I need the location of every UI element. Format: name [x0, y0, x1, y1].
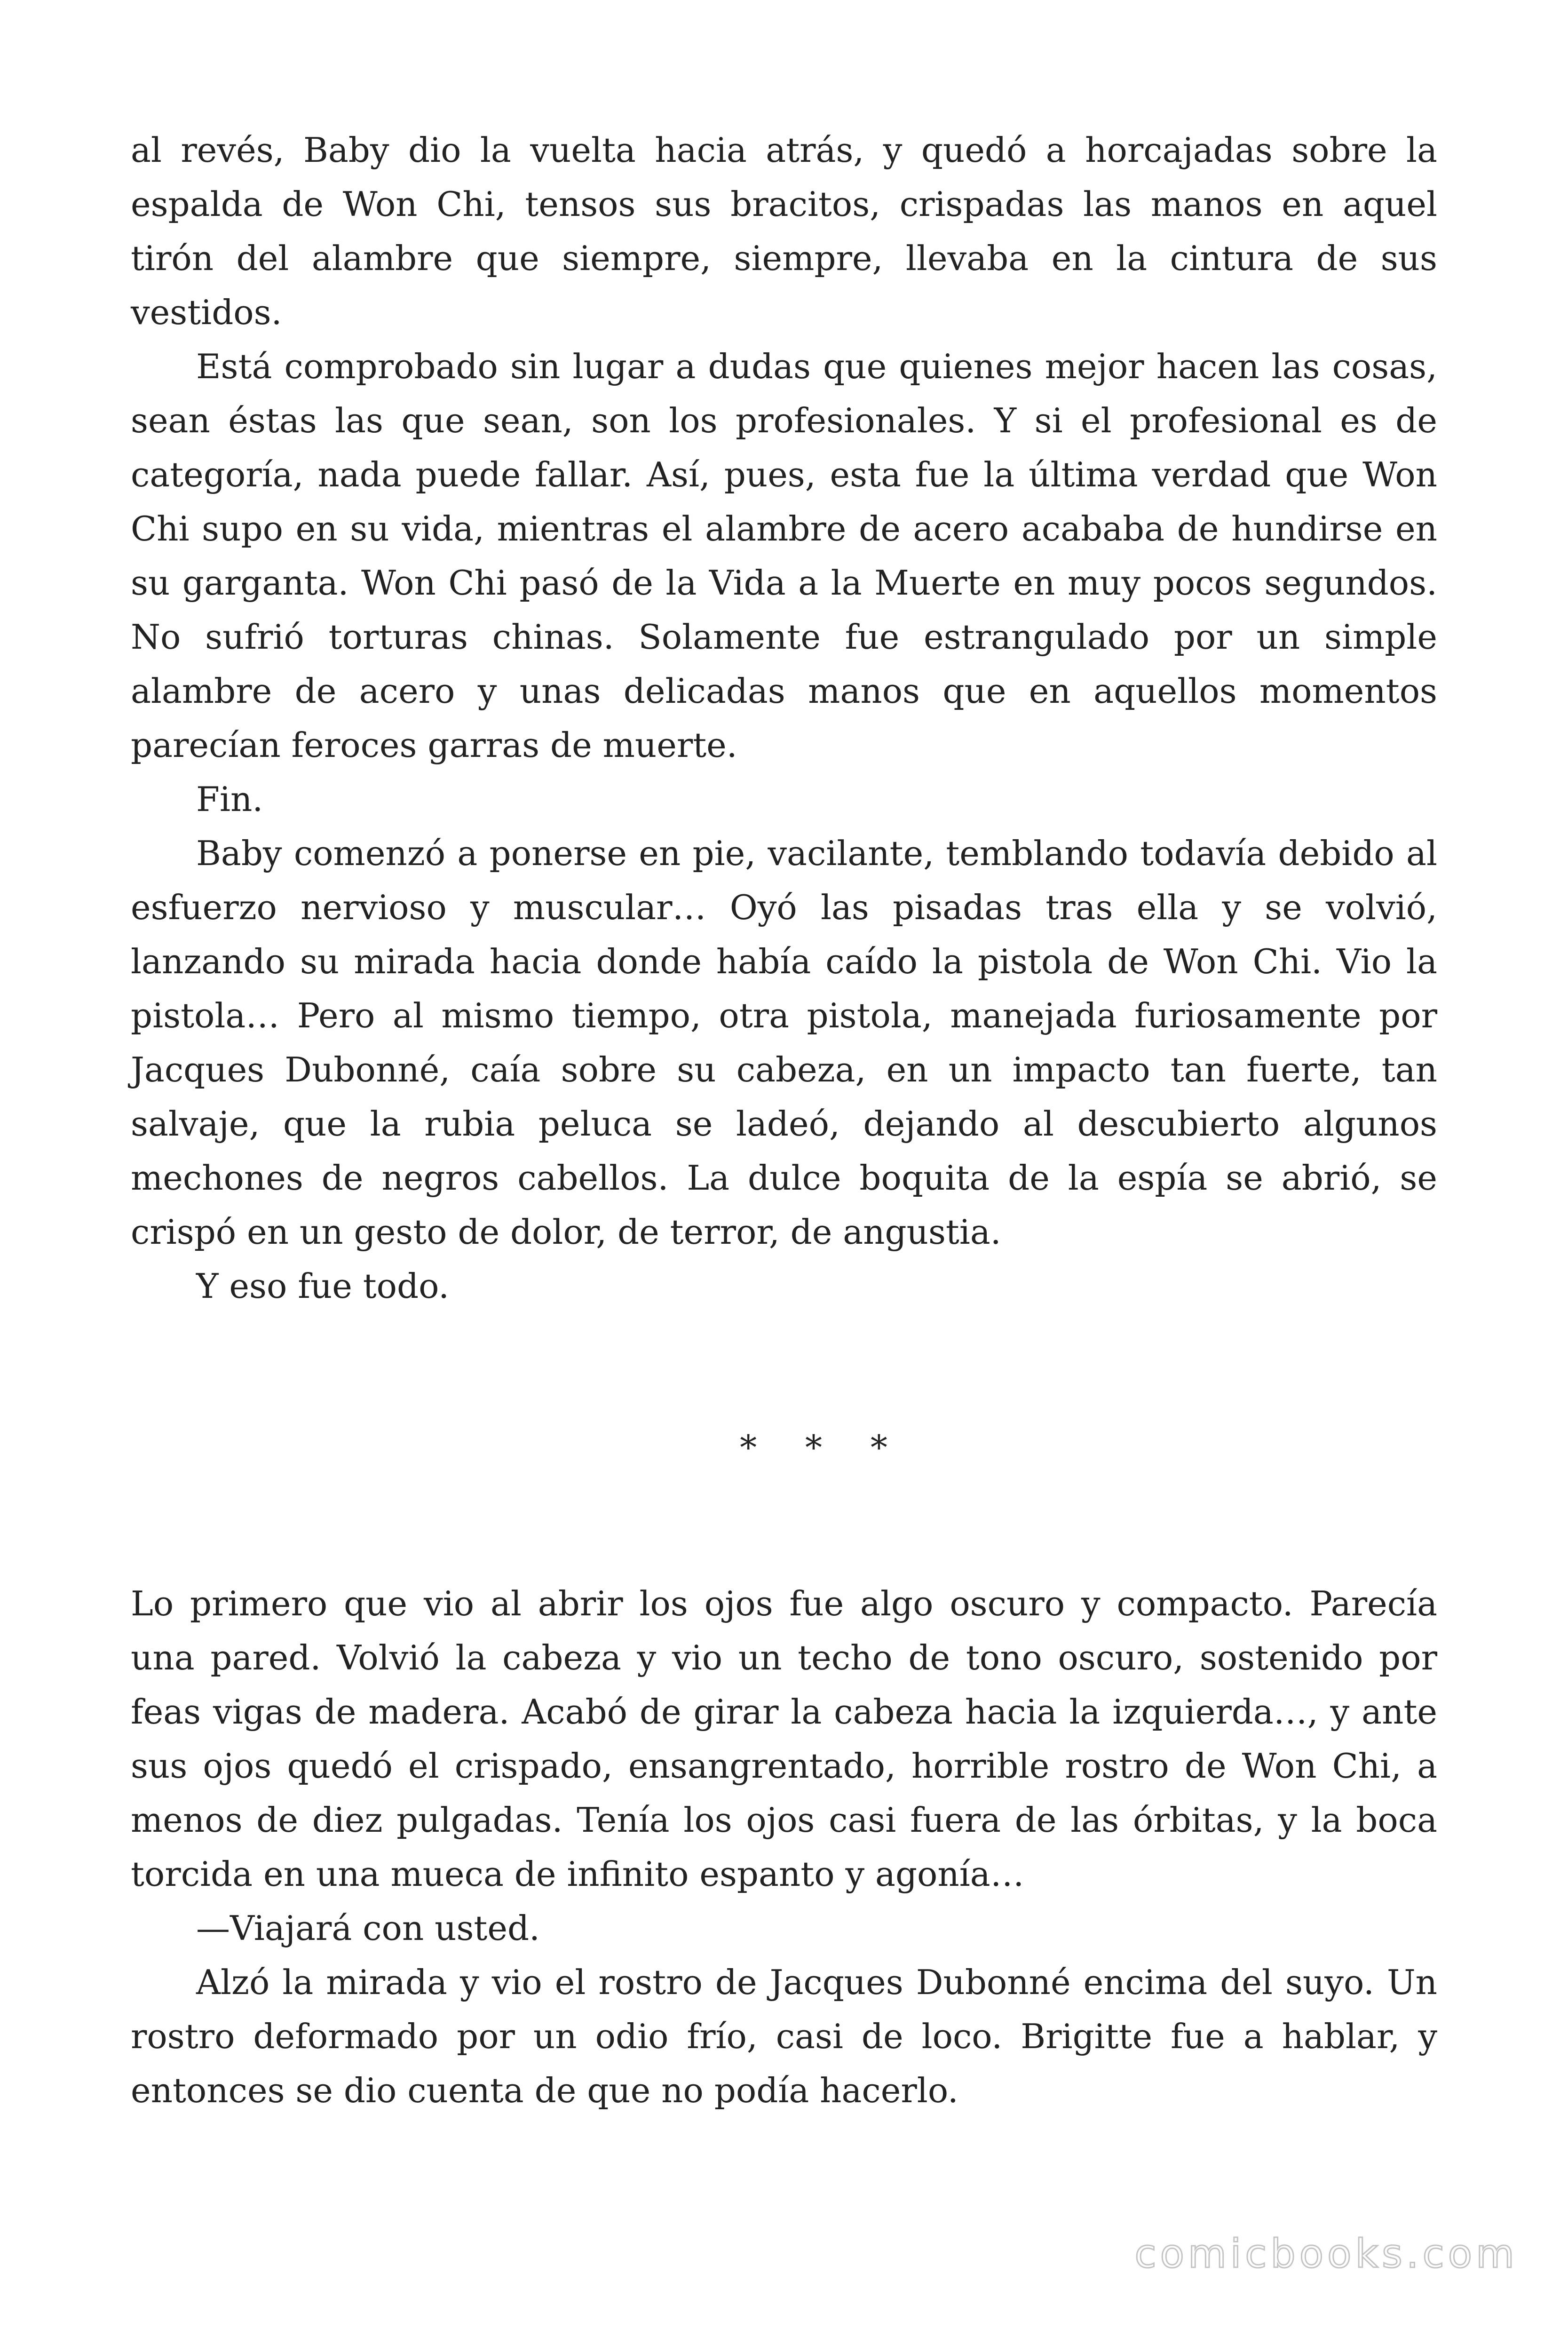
paragraph-1: al revés, Baby dio la vuelta hacia atrás, y quedó a horcajadas sobre la espalda de Won Chi, tensos sus bracitos, crispadas las manos en aquel tirón del alambre que siempre, siempre, llevaba en la cintura de sus vestidos.	[131, 130, 1437, 332]
book-page	[131, 123, 1437, 2118]
paragraph-2: Está comprobado sin lugar a dudas que quienes mejor hacen las cosas, sean éstas las que sean, son los profesionales. Y si el profesional es de categoría, nada puede fallar. Así, pues, esta fue la última verdad que Won Chi supo en su vida, mientras el alambre de acero acababa de hundirse en su garganta. Won Chi pasó de la Vida a la Muerte en muy pocos segundos. No sufrió torturas chinas. Solamente fue estrangulado por un simple alambre de acero y unas delicadas manos que en aquellos momentos parecían feroces garras de muerte.	[131, 347, 1437, 765]
scene-break: * * *	[740, 1428, 906, 1467]
paragraph-6: Lo primero que vio al abrir los ojos fue algo oscuro y compacto. Parecía una pared. Volvió la cabeza y vio un techo de tono oscuro, sostenido por feas vigas de madera. Acabó de girar la cabeza hacia la izquierda…, y ante sus ojos quedó el crispado, ensangrentado, horrible rostro de Won Chi, a menos de diez pulgadas. Tenía los ojos casi fuera de las órbitas, y la boca torcida en una mueca de infinito espanto y agonía…	[131, 1584, 1437, 1894]
watermark: comicbooks.com	[1134, 2231, 1518, 2277]
paragraph-3: Fin.	[196, 779, 263, 819]
paragraph-7-dialogue: —Viajará con usted.	[196, 1908, 540, 1948]
paragraph-5: Y eso fue todo.	[196, 1266, 450, 1306]
paragraph-8: Alzó la mirada y vio el rostro de Jacques Dubonné encima del suyo. Un rostro deformado por un odio frío, casi de loco. Brigitte fue a hablar, y entonces se dio cuenta de que no podía hacerlo.	[131, 1963, 1437, 2110]
paragraph-4: Baby comenzó a ponerse en pie, vacilante, temblando todavía debido al esfuerzo nervioso y muscular… Oyó las pisadas tras ella y se volvió, lanzando su mirada hacia donde había caído la pistola de Won Chi. Vio la pistola… Pero al mismo tiempo, otra pistola, manejada furiosamente por Jacques Dubonné, caía sobre su cabeza, en un impacto tan fuerte, tan salvaje, que la rubia peluca se ladeó, dejando al descubierto algunos mechones de negros cabellos. La dulce boquita de la espía se abrió, se crispó en un gesto de dolor, de terror, de angustia.	[131, 834, 1437, 1252]
